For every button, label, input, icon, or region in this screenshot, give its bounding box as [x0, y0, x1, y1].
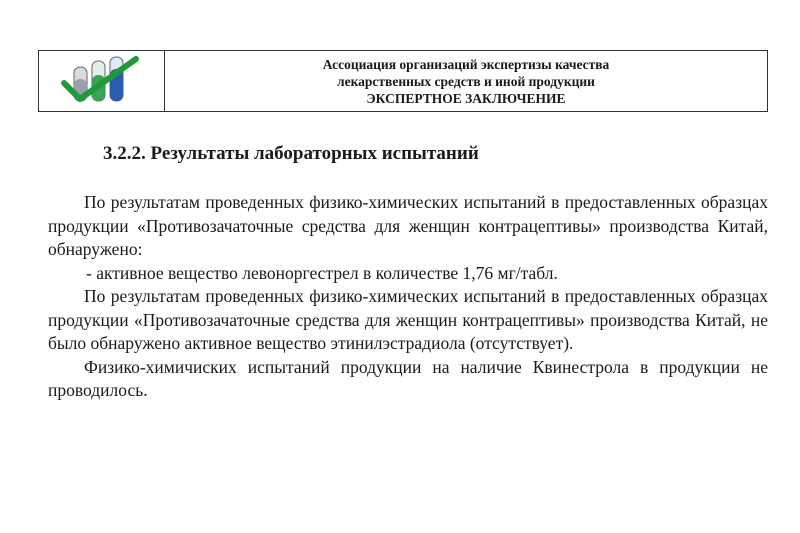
document-type: ЭКСПЕРТНОЕ ЗАКЛЮЧЕНИЕ [366, 90, 566, 106]
paragraph-2: - активное вещество левоноргестрел в количестве 1,76 мг/табл. [86, 262, 558, 283]
org-name-line1: Ассоциация организаций экспертизы качества [322, 56, 610, 72]
org-name-line2: лекарственных средств и иной продукции [337, 73, 595, 89]
results-text [48, 191, 768, 403]
paragraph-4: Физико-химичиских испытаний продукции на наличие Квинестрола в продукции не проводилось. [48, 356, 768, 400]
test-tubes-checkmark-icon [60, 53, 144, 109]
paragraph-3: По результатам проведенных физико-химических испытаний в предоставленных образцах продукции «Противозачаточные средства для женщин контрацептивы» производства Китай, не было обнаружено активное вещество этинилэстрадиола (отсутствует). [48, 286, 768, 353]
paragraph-1: По результатам проведенных физико-химических испытаний в предоставленных образцах продукции «Противозачаточные средства для женщин контрацептивы» производства Китай, обнаружено: [48, 192, 768, 259]
logo-cell [39, 51, 165, 111]
header-title-block [165, 51, 767, 111]
document-header [38, 50, 768, 112]
section-title: 3.2.2. Результаты лабораторных испытаний [103, 143, 479, 164]
